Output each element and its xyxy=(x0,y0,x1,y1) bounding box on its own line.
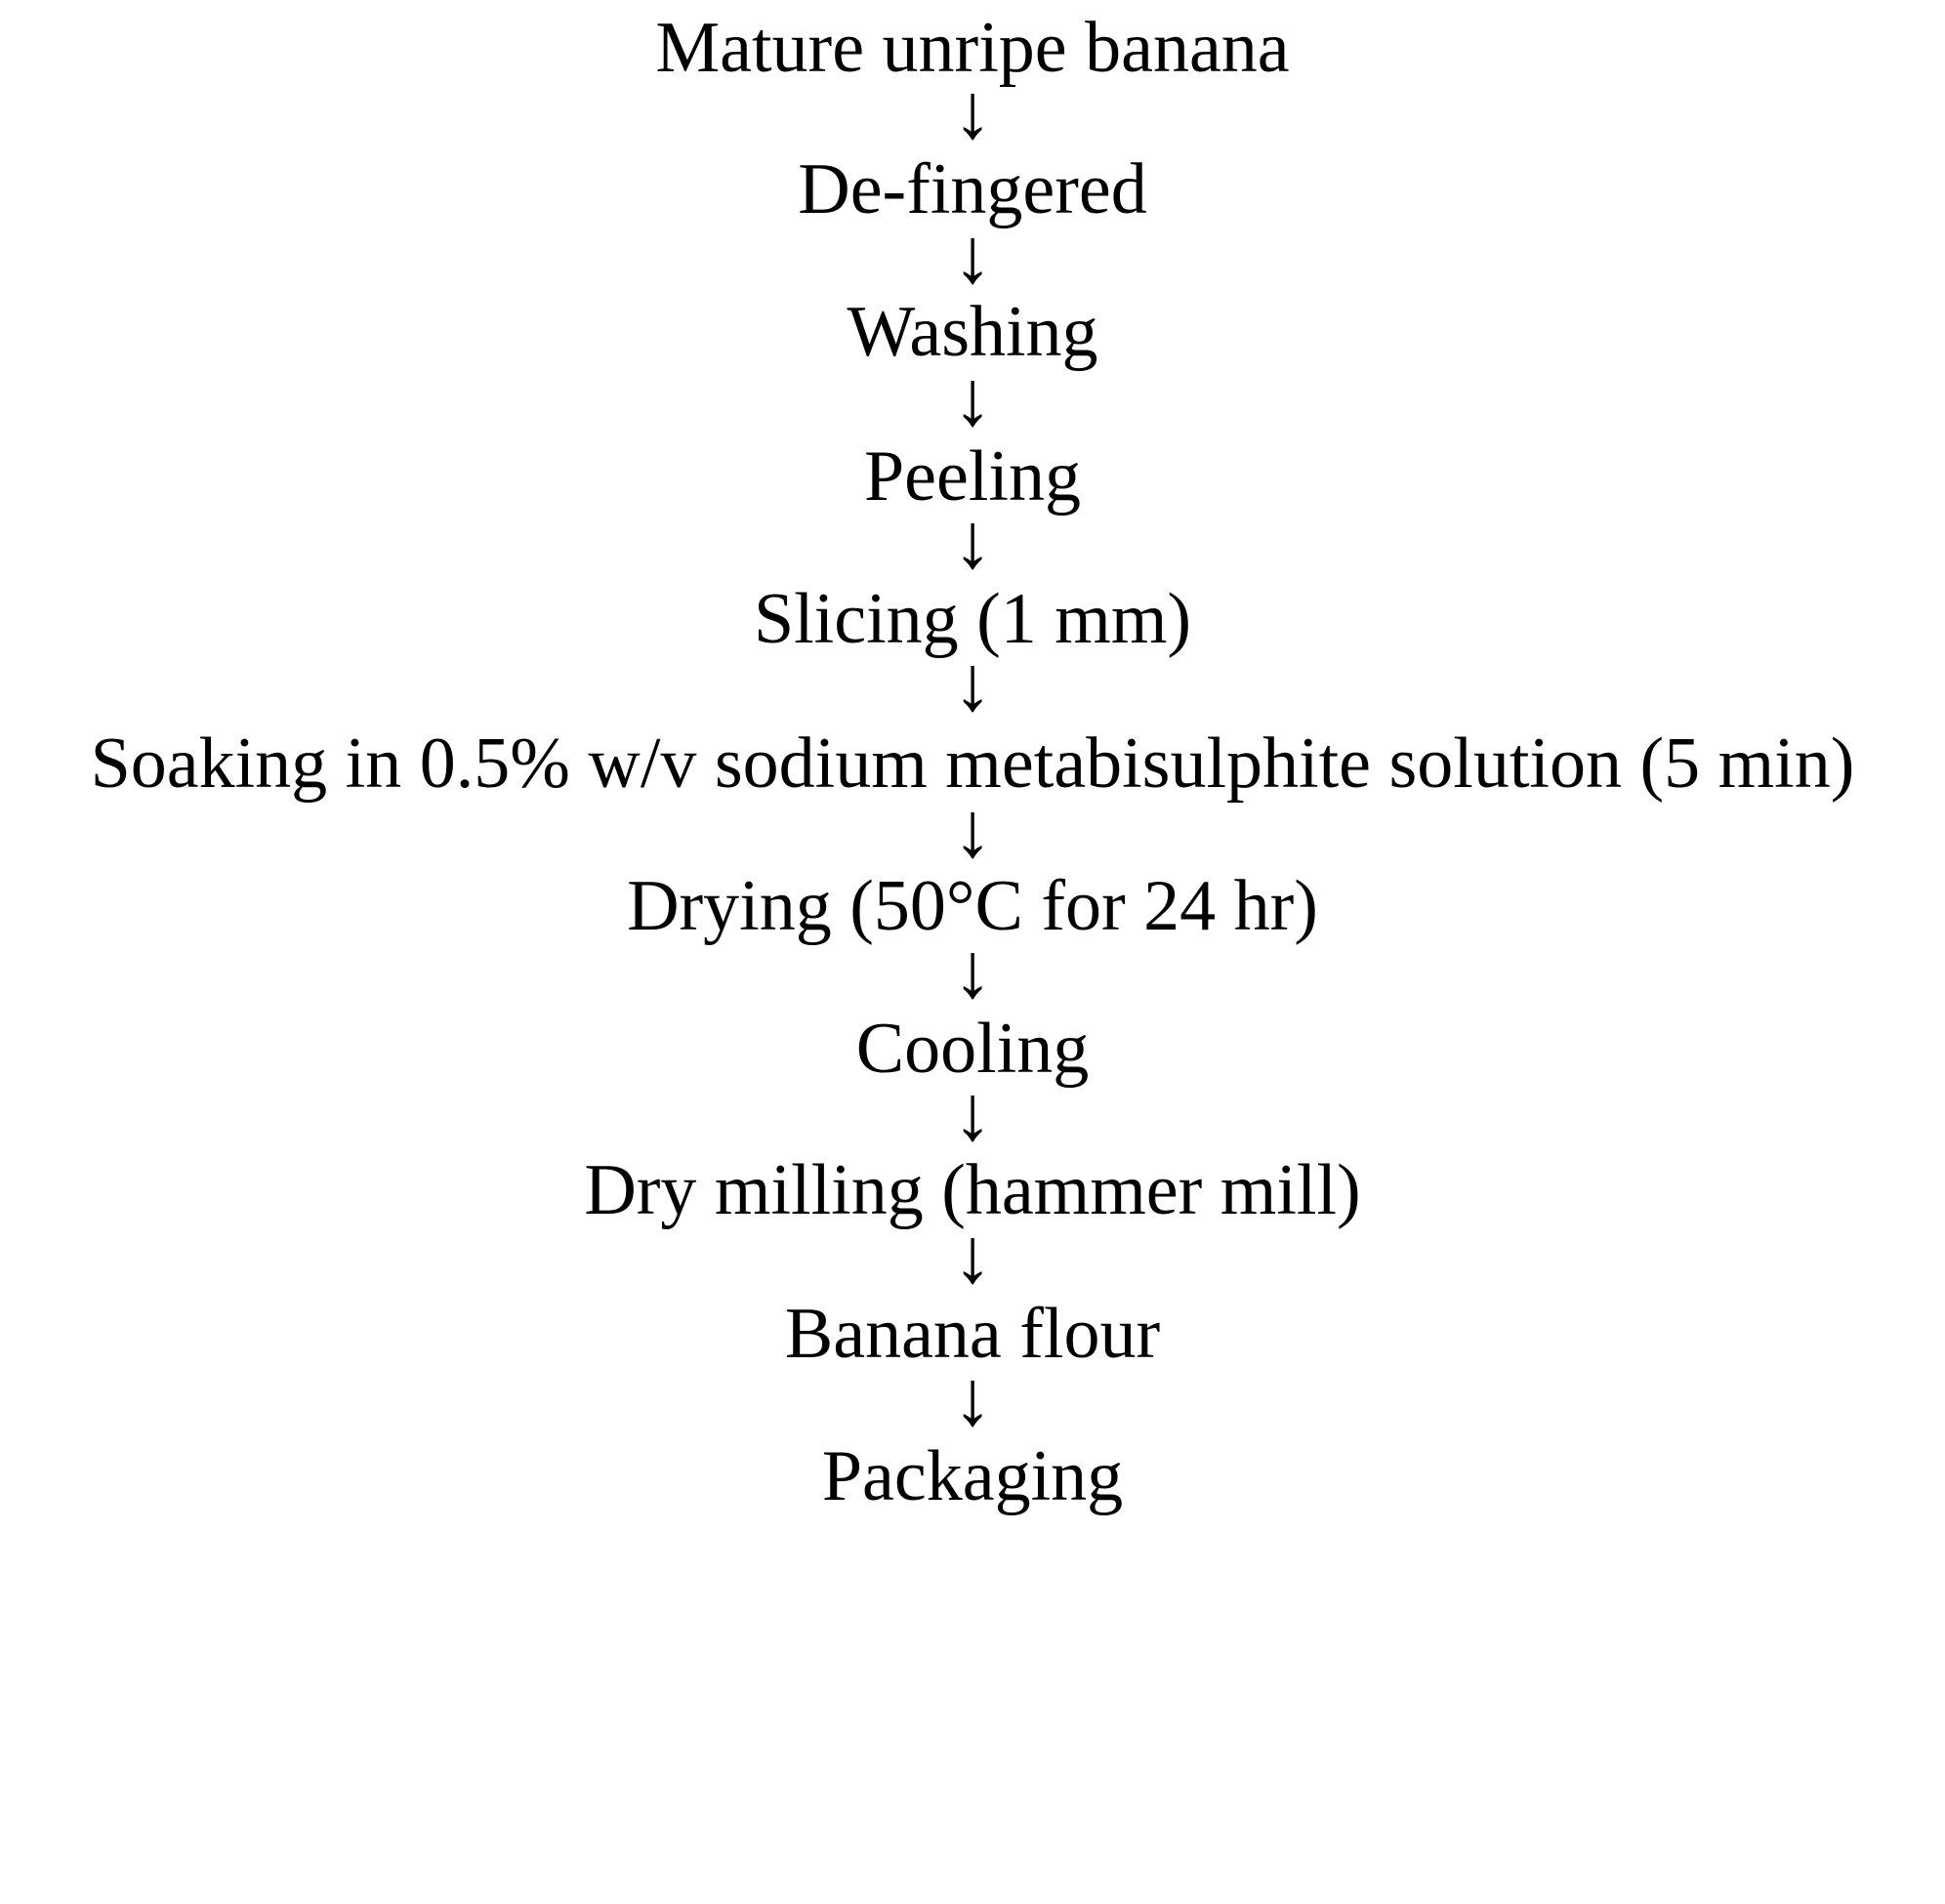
down-arrow-icon: ↓ xyxy=(953,1356,992,1442)
down-arrow-icon: ↓ xyxy=(953,788,992,874)
flow-step: Cooling xyxy=(855,1009,1090,1089)
flow-step: Washing xyxy=(847,292,1098,372)
flow-step: Soaking in 0.5% w/v sodium metabisulphite solution (5 min) xyxy=(90,724,1855,804)
down-arrow-icon: ↓ xyxy=(953,499,992,585)
flow-step: Packaging xyxy=(821,1436,1124,1516)
down-arrow-icon: ↓ xyxy=(953,356,992,442)
down-arrow-icon: ↓ xyxy=(953,214,992,300)
down-arrow-icon: ↓ xyxy=(953,642,992,727)
flow-step: Mature unripe banana xyxy=(655,8,1290,88)
flow-step: Drying (50°C for 24 hr) xyxy=(627,866,1318,946)
flow-step: Peeling xyxy=(864,436,1081,517)
flow-step: Slicing (1 mm) xyxy=(753,579,1192,659)
down-arrow-icon: ↓ xyxy=(953,1214,992,1300)
down-arrow-icon: ↓ xyxy=(953,929,992,1014)
flow-step: Dry milling (hammer mill) xyxy=(584,1150,1361,1230)
flow-step: De-fingered xyxy=(798,149,1147,229)
flow-step: Banana flour xyxy=(784,1294,1161,1374)
down-arrow-icon: ↓ xyxy=(953,1071,992,1157)
down-arrow-icon: ↓ xyxy=(953,69,992,155)
